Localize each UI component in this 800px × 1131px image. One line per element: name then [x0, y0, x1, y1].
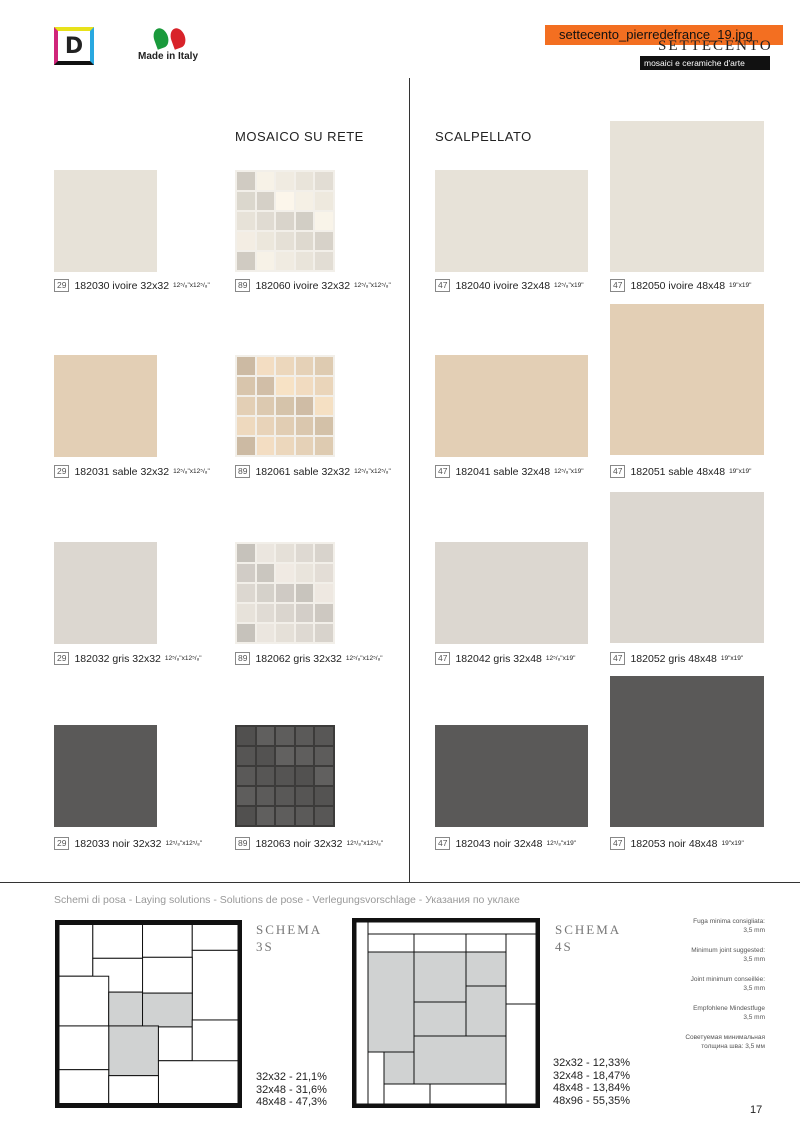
product-code: 182050 ivoire 48x48	[630, 279, 726, 292]
mosaic-image-ivoire	[235, 170, 335, 272]
page-ref-badge: 47	[610, 652, 625, 665]
tile-image-gris-48x48	[610, 492, 764, 643]
d-logo-letter: D	[64, 33, 84, 59]
product-caption	[435, 279, 584, 292]
joint-notes	[645, 917, 765, 1062]
schema-3s-diagram	[55, 920, 242, 1108]
brand-subtitle: mosaici e ceramiche d'arte	[640, 56, 770, 70]
tile-image-ivoire-32x32	[54, 170, 157, 272]
page-ref-badge: 47	[610, 465, 625, 478]
product-caption	[235, 837, 383, 850]
inch-size: 12⁵/₈"x19"	[554, 282, 584, 289]
product-code: 182042 gris 32x48	[455, 652, 542, 665]
tile-image-noir-48x48	[610, 676, 764, 827]
schema-4s-p3: 48x48 - 13,84%	[553, 1082, 631, 1094]
inch-size: 12⁵/₈"x12⁵/₈"	[165, 840, 203, 847]
product-code: 182061 sable 32x32	[255, 465, 351, 478]
page-ref-badge: 47	[610, 279, 625, 292]
page-ref-badge: 47	[610, 837, 625, 850]
product-code: 182053 noir 48x48	[630, 837, 718, 850]
product-caption	[54, 279, 210, 292]
page-ref-badge: 89	[235, 837, 250, 850]
product-code: 182033 noir 32x32	[74, 837, 162, 850]
schema-4s-p4: 48x96 - 55,35%	[553, 1094, 631, 1107]
product-caption	[435, 652, 575, 665]
product-caption	[54, 652, 202, 665]
made-in-italy-logo	[138, 28, 204, 68]
page-ref-badge: 47	[435, 837, 450, 850]
product-code: 182052 gris 48x48	[630, 652, 717, 665]
page-ref-badge: 47	[435, 279, 450, 292]
inch-size: 19"x19"	[721, 840, 744, 847]
product-caption	[54, 837, 202, 850]
tile-image-noir-32x48	[435, 725, 588, 827]
column-divider	[409, 78, 410, 882]
product-code: 182051 sable 48x48	[630, 465, 726, 478]
tile-image-ivoire-48x48	[610, 121, 764, 272]
product-code: 182040 ivoire 32x48	[455, 279, 551, 292]
schema-4s-label-1: SCHEMA	[555, 922, 622, 937]
product-code: 182063 noir 32x32	[255, 837, 343, 850]
note-fr-1: Joint minimum conseillée:	[690, 976, 765, 983]
schema-3s-p2: 32x48 - 31,6%	[256, 1083, 327, 1096]
inch-size: 12⁵/₈"x12⁵/₈"	[164, 655, 202, 662]
made-in-italy-text: Made in Italy	[138, 51, 199, 62]
inch-size: 12⁵/₈"x12⁵/₈"	[354, 468, 391, 475]
schema-4s-label	[555, 921, 621, 955]
settecento-logo	[640, 38, 773, 70]
product-caption	[610, 652, 743, 665]
product-code: 182030 ivoire 32x32	[74, 279, 170, 292]
schema-3s-percentages	[256, 1071, 327, 1109]
footer-divider	[0, 882, 800, 883]
product-caption	[610, 279, 751, 292]
note-it-1: Fuga minima consigliata:	[693, 918, 765, 925]
product-code: 182031 sable 32x32	[74, 465, 170, 478]
section-title-scalpellato: SCALPELLATO	[435, 129, 532, 144]
schema-4s-p1: 32x32 - 12,33%	[553, 1057, 631, 1069]
product-caption	[435, 837, 576, 850]
inch-size: 19"x19"	[729, 282, 752, 289]
tile-image-ivoire-32x48	[435, 170, 588, 272]
note-de-2: 3,5 mm	[743, 1014, 765, 1021]
file-name-tag: settecento_pierredefrance_19.jpg	[545, 25, 783, 45]
schema-3s-p1: 32x32 - 21,1%	[256, 1071, 327, 1083]
schema-3s-label-2: 3S	[256, 939, 274, 954]
page-ref-badge: 89	[235, 465, 250, 478]
tile-image-noir-32x32	[54, 725, 157, 827]
inch-size: 19"x19"	[729, 468, 752, 475]
page-ref-badge: 29	[54, 837, 69, 850]
schema-3s-label-1: SCHEMA	[256, 922, 323, 937]
product-code: 182041 sable 32x48	[455, 465, 551, 478]
note-fr-2: 3,5 mm	[743, 985, 765, 992]
mosaic-image-noir	[235, 725, 335, 827]
schema-4s-percentages	[553, 1057, 630, 1107]
product-code: 182043 noir 32x48	[455, 837, 543, 850]
product-caption	[54, 465, 210, 478]
page-ref-badge: 89	[235, 279, 250, 292]
inch-size: 12⁵/₈"x12⁵/₈"	[173, 468, 210, 475]
product-code: 182032 gris 32x32	[74, 652, 161, 665]
note-ru-2: толщина шва: 3,5 мм	[701, 1043, 765, 1050]
product-caption	[235, 465, 391, 478]
note-de-1: Empfohlene Mindestfuge	[693, 1005, 765, 1012]
product-caption	[235, 279, 391, 292]
page-number: 17	[750, 1104, 763, 1116]
note-ru-1: Советуемая минимальная	[685, 1034, 765, 1041]
inch-size: 12⁵/₈"x19"	[546, 840, 576, 847]
schema-3s-label	[256, 921, 322, 955]
inch-size: 19"x19"	[720, 655, 744, 662]
page-ref-badge: 89	[235, 652, 250, 665]
mosaic-image-gris	[235, 542, 335, 644]
tile-image-gris-32x32	[54, 542, 157, 644]
product-caption	[235, 652, 383, 665]
product-code: 182062 gris 32x32	[255, 652, 342, 665]
note-en-1: Minimum joint suggested:	[691, 947, 765, 954]
tile-image-sable-32x48	[435, 355, 588, 457]
inch-size: 12⁵/₈"x19"	[545, 655, 576, 662]
product-caption	[610, 465, 751, 478]
inch-size: 12⁵/₈"x12⁵/₈"	[346, 840, 384, 847]
d-logo	[54, 27, 94, 65]
laying-solutions-title: Schemi di posa - Laying solutions - Solutions de pose - Verlegungsvorschlage - Указания по уклаке	[54, 894, 520, 906]
schema-4s-label-2: 4S	[555, 939, 573, 954]
brand-name: SETTECENTO	[658, 38, 773, 54]
tile-image-gris-32x48	[435, 542, 588, 644]
tile-image-sable-48x48	[610, 304, 764, 455]
page-ref-badge: 29	[54, 652, 69, 665]
schema-4s-p2: 32x48 - 18,47%	[553, 1069, 631, 1082]
schema-3s-p3: 48x48 - 47,3%	[256, 1096, 327, 1108]
mosaic-image-sable	[235, 355, 335, 457]
note-en-2: 3,5 mm	[743, 956, 765, 963]
schema-4s-diagram	[352, 918, 540, 1108]
tile-image-sable-32x32	[54, 355, 157, 457]
section-title-mosaico: MOSAICO SU RETE	[235, 129, 364, 144]
note-it-2: 3,5 mm	[743, 927, 765, 934]
inch-size: 12⁵/₈"x12⁵/₈"	[173, 282, 210, 289]
inch-size: 12⁵/₈"x12⁵/₈"	[345, 655, 383, 662]
inch-size: 12⁵/₈"x12⁵/₈"	[354, 282, 391, 289]
page-ref-badge: 29	[54, 465, 69, 478]
product-caption	[610, 837, 744, 850]
product-caption	[435, 465, 584, 478]
inch-size: 12⁵/₈"x19"	[554, 468, 584, 475]
page-ref-badge: 29	[54, 279, 69, 292]
page-ref-badge: 47	[435, 465, 450, 478]
page-ref-badge: 47	[435, 652, 450, 665]
product-code: 182060 ivoire 32x32	[255, 279, 351, 292]
